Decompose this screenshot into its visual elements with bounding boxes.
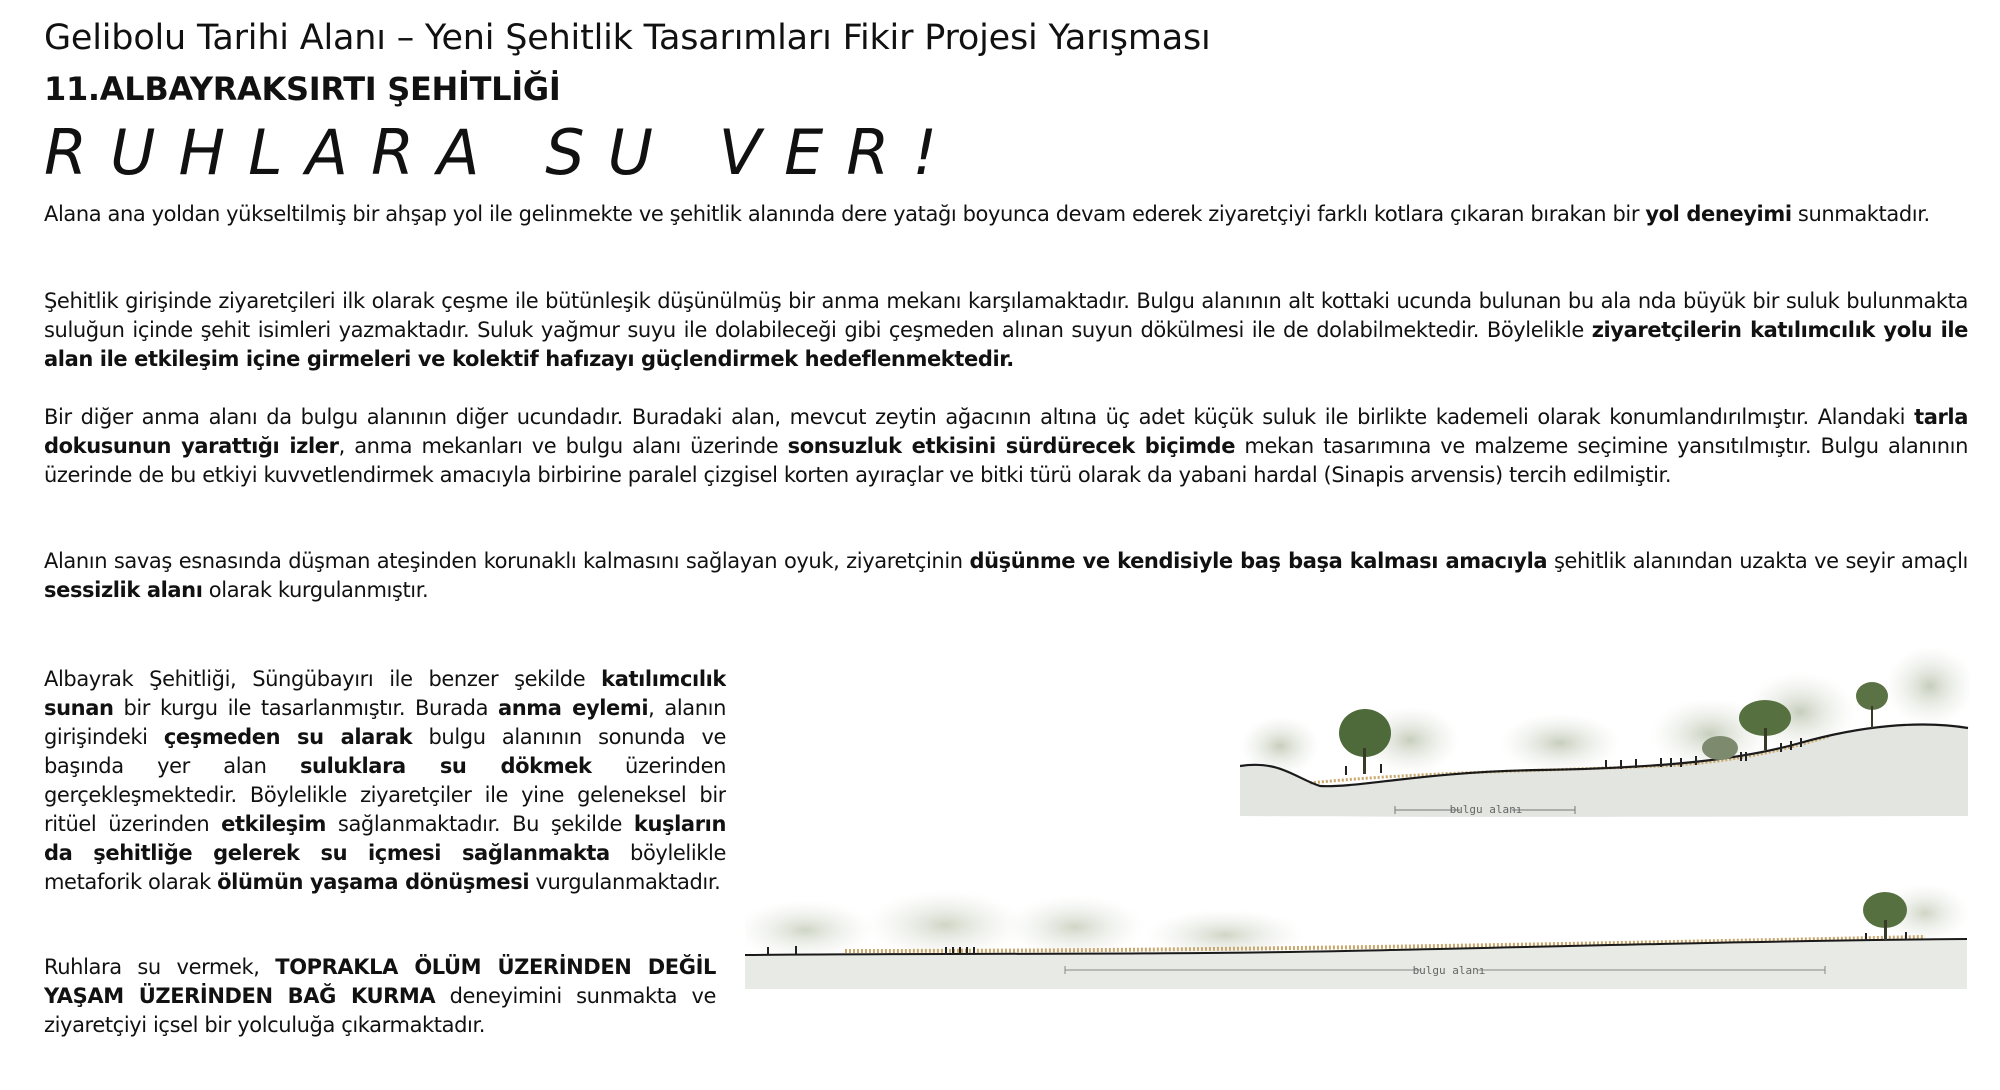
paragraph-road-experience: Alana ana yoldan yükseltilmiş bir ahşap yol ile gelinmekte ve şehitlik alanında dere yatağı boyunca devam ederek ziyaretçiyi farklı kotlara çıkaran bırakan bir yol deneyimi sunmaktadır. — [44, 202, 1930, 226]
site-section-upper — [1240, 648, 1970, 848]
paragraph-silence-area: Alanın savaş esnasında düşman ateşinden korunaklı kalmasını sağlayan oyuk, ziyaretçinin düşünme ve kendisiyle baş başa kalması amacıyla şehitlik alanından uzakta ve seyir amaçlı sessizlik alanı olarak kurgulanmıştır. — [44, 549, 1968, 602]
page-title: Gelibolu Tarihi Alanı – Yeni Şehitlik Tasarımları Fikir Projesi Yarışması — [44, 18, 1211, 58]
page-subtitle: 11.ALBAYRAKSIRTI ŞEHİTLİĞİ — [44, 70, 561, 108]
paragraph-second-memorial: Bir diğer anma alanı da bulgu alanının diğer ucundadır. Buradaki alan, mevcut zeytin ağacının altına üç adet küçük suluk ile birlikte kademeli olarak konumlandırılmıştır. Alandaki tarla dokusunun yarattığı izler, anma mekanları ve bulgu alanı üzerinde sonsuzluk etkisini sürdürecek biçimde mekan tasarımına ve malzeme seçimine yansıtılmıştır. Bulgu alanının üzerinde de bu etkiyi kuvvetlendirmek amacıyla birbirine paralel çizgisel korten ayıraçlar ve bitki türü olarak da yabani hardal (Sinapis arvensis) tercih edilmiştir. — [44, 405, 1968, 487]
site-section-lower — [745, 885, 1970, 1000]
bulgu-label-lower: bulgu alanı — [1412, 964, 1486, 977]
project-motto: RUHLARA SU VER! — [44, 116, 961, 189]
paragraph-spirits-water: Ruhlara su vermek, TOPRAKLA ÖLÜM ÜZERİNDEN DEĞİL YAŞAM ÜZERİNDEN BAĞ KURMA deneyimini sunmakta ve ziyaretçiyi içsel bir yolculuğa çıkarmaktadır. — [44, 955, 716, 1037]
paragraph-participation: Albayrak Şehitliği, Süngübayırı ile benzer şekilde katılımcılık sunan bir kurgu ile tasarlanmıştır. Burada anma eylemi, alanın girişindeki çeşmeden su alarak bulgu alanının sonunda ve başında yer alan suluklara su dökmek üzerinden gerçekleşmektedir. Böylelikle ziyaretçiler ile yine geleneksel bir ritüel üzerinden etkileşim sağlanmaktadır. Bu şekilde kuşların da şehitliğe gelerek su içmesi sağlanmakta böylelikle metaforik olarak ölümün yaşama dönüşmesi vurgulanmaktadır. — [44, 667, 726, 894]
bulgu-label-upper: bulgu alanı — [1449, 803, 1523, 816]
paragraph-fountain-memorial: Şehitlik girişinde ziyaretçileri ilk olarak çeşme ile bütünleşik düşünülmüş bir anma mekanı karşılamaktadır. Bulgu alanının alt kottaki ucunda bulunan bu ala nda büyük bir suluk bulunmakta suluğun içinde şehit isimleri yazmaktadır. Suluk yağmur suyu ile dolabileceği gibi çeşmeden alınan suyun dökülmesi ile de dolabilmektedir. Böylelikle ziyaretçilerin katılımcılık yolu ile alan ile etkileşim içine girmeleri ve kolektif hafızayı güçlendirmek hedeflenmektedir. — [44, 289, 1969, 371]
